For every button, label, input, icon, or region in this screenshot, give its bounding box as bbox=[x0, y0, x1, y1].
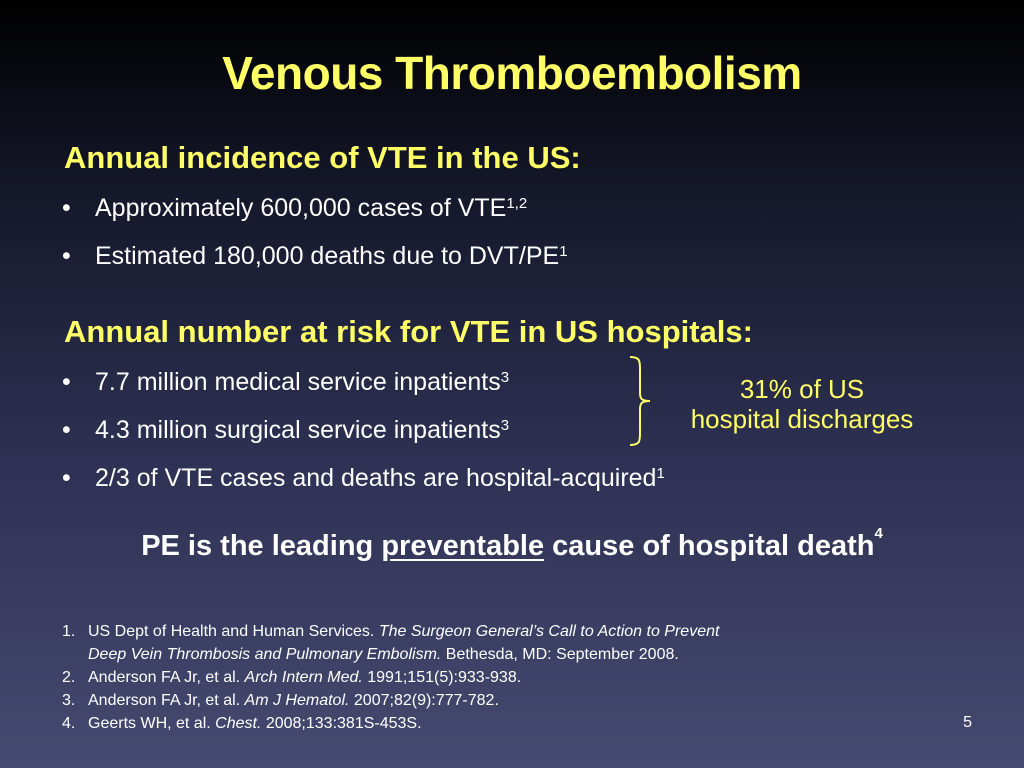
bullet-item bbox=[62, 466, 665, 491]
bullet-item bbox=[62, 244, 568, 269]
bullet-dot: • bbox=[62, 368, 71, 396]
reference-text: 1991;151(5):933-938. bbox=[362, 669, 522, 686]
section-heading-incidence: Annual incidence of VTE in the US: bbox=[64, 140, 581, 175]
curly-brace-icon bbox=[628, 355, 652, 447]
references-list bbox=[62, 620, 719, 735]
page-number: 5 bbox=[963, 714, 972, 731]
reference-item bbox=[62, 666, 719, 689]
reference-text: 2008;133:381S-453S. bbox=[261, 715, 422, 732]
bullet-text: 2/3 of VTE cases and deaths are hospital-acquired bbox=[95, 464, 657, 492]
reference-item bbox=[62, 712, 719, 735]
citation-sup: 1,2 bbox=[506, 195, 528, 212]
citation-sup: 4 bbox=[874, 525, 883, 542]
bullet-text: 7.7 million medical service inpatients bbox=[95, 368, 501, 396]
reference-title: Deep Vein Thrombosis and Pulmonary Embolism. bbox=[88, 646, 442, 663]
callout-line: 31% of US bbox=[739, 374, 865, 404]
reference-text: 2007;82(9):777-782. bbox=[349, 692, 499, 709]
bullet-dot: • bbox=[62, 416, 71, 444]
citation-sup: 3 bbox=[500, 417, 510, 434]
section-heading-at-risk: Annual number at risk for VTE in US hospitals: bbox=[64, 314, 753, 349]
citation-sup: 1 bbox=[656, 465, 665, 482]
statement-text: cause of hospital death bbox=[544, 530, 875, 562]
bullet-text: Approximately 600,000 cases of VTE bbox=[95, 194, 507, 222]
bullet-dot: • bbox=[62, 242, 71, 270]
reference-item bbox=[62, 620, 719, 666]
bullet-item bbox=[62, 370, 665, 395]
bullet-text: Estimated 180,000 deaths due to DVT/PE bbox=[95, 242, 560, 270]
reference-journal: Chest. bbox=[215, 715, 262, 732]
bullet-text: 4.3 million surgical service inpatients bbox=[95, 416, 501, 444]
reference-journal: Am J Hematol. bbox=[244, 692, 350, 709]
bullet-item bbox=[62, 418, 665, 443]
reference-text: Bethesda, MD: September 2008. bbox=[441, 646, 679, 663]
incidence-bullet-list bbox=[62, 196, 568, 269]
callout-line: hospital discharges bbox=[690, 404, 914, 434]
reference-journal: Arch Intern Med. bbox=[244, 669, 363, 686]
slide-title: Venous Thromboembolism bbox=[222, 47, 802, 99]
key-statement bbox=[0, 525, 1024, 563]
reference-text: Geerts WH, et al. bbox=[88, 715, 216, 732]
reference-number: 3. bbox=[62, 692, 76, 709]
statement-emphasis: preventable bbox=[381, 530, 545, 562]
reference-text: US Dept of Health and Human Services. bbox=[88, 623, 379, 640]
bullet-dot: • bbox=[62, 194, 71, 222]
reference-text: Anderson FA Jr, et al. bbox=[88, 692, 245, 709]
reference-item bbox=[62, 689, 719, 712]
bullet-dot: • bbox=[62, 464, 71, 492]
reference-number: 1. bbox=[62, 623, 76, 640]
hospital-discharges-callout bbox=[662, 374, 942, 434]
at-risk-bullet-list bbox=[62, 370, 665, 491]
reference-title: The Surgeon General’s Call to Action to Prevent bbox=[378, 623, 720, 640]
reference-number: 4. bbox=[62, 715, 76, 732]
citation-sup: 3 bbox=[500, 369, 510, 386]
reference-text: Anderson FA Jr, et al. bbox=[88, 669, 245, 686]
bullet-item bbox=[62, 196, 568, 221]
citation-sup: 1 bbox=[559, 243, 568, 260]
reference-number: 2. bbox=[62, 669, 76, 686]
statement-text: PE is the leading bbox=[141, 530, 382, 562]
